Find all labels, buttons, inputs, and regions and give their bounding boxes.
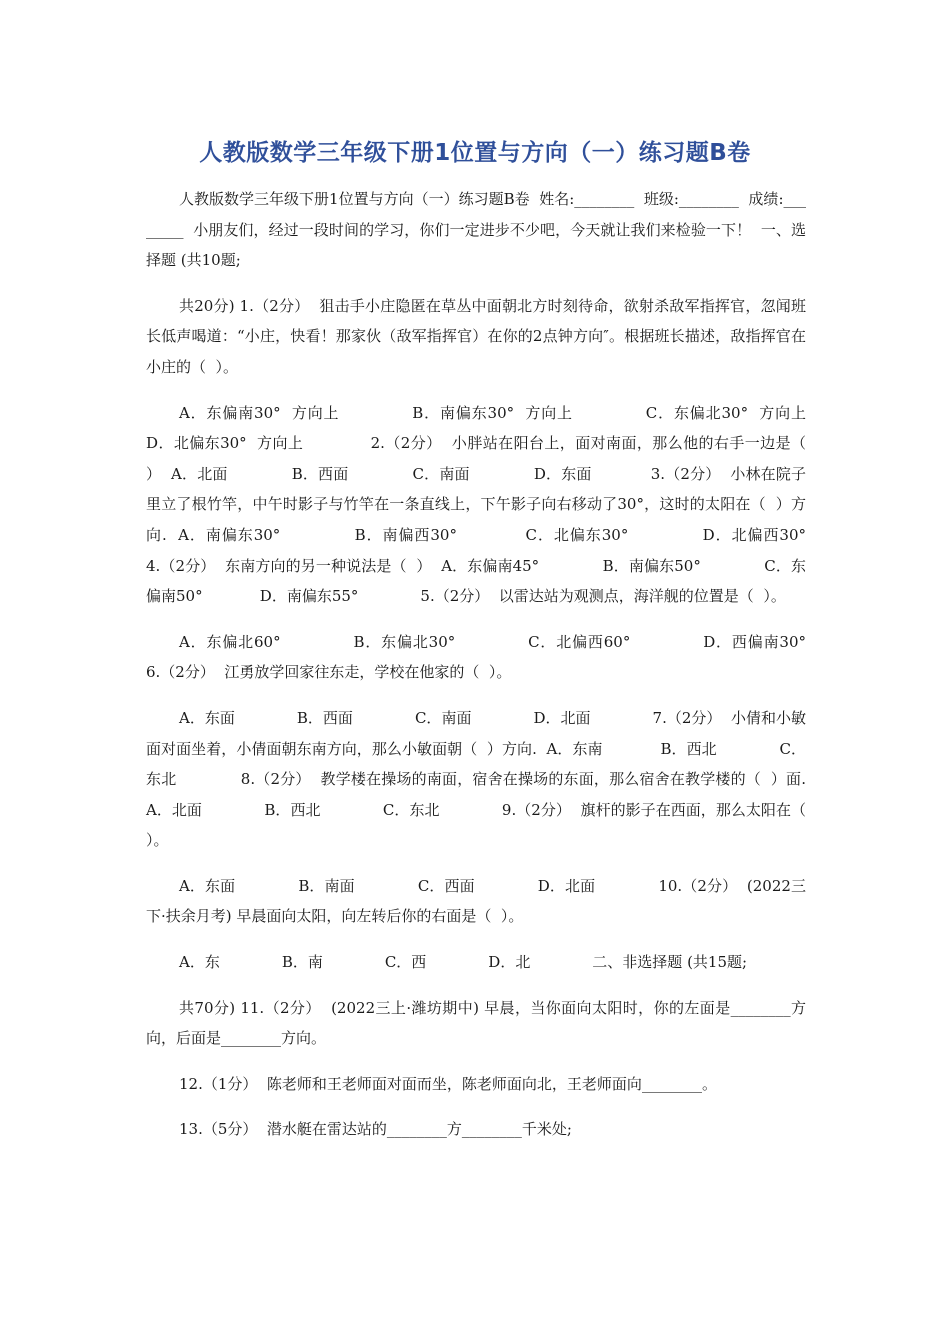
questions-1-5-options-paragraph: A．东偏南30° 方向上 B．南偏东30° 方向上 C．东偏北30° 方向上 D．北偏东30° 方向上 2.（2分） 小胖站在阳台上，面对南面，那么他的右手一边是（ ） A．北面 B．西面 C．南面 D．东面 3.（2分） 小林在院子里立了根竹竿，中午时影子与竹竿在一条直线上，下午影子向右移动了30°，这时的太阳在（ ）方向. A．南偏东30° B．南偏西30° C．北偏东30° D．北偏西30° 4.（2分） 东南方向的另一种说法是（ ） A．东偏南45° B．南偏东50° C．东偏南50° D．南偏东55° 5.（2分） 以雷达站为观测点，海洋舰的位置是（ ）。 — [146, 403, 868, 606]
document-body — [146, 184, 868, 1160]
questions-9-10-paragraph: A．东面 B．南面 C．西面 D．北面 10.（2分） (2022三下·扶余月考) 早晨面向太阳，向左转后你的右面是（ ）。 — [146, 876, 806, 926]
intro-paragraph: 人教版数学三年级下册1位置与方向（一）练习题B卷 姓名:________ 班级:________ 成绩:________ 小朋友们，经过一段时间的学习，你们一定进步不少吧，今天就让我们来检验一下！ 一、选择题 (共10题; — [146, 190, 806, 270]
question-11-paragraph: 共70分) 11.（2分） (2022三上·潍坊期中) 早晨，当你面向太阳时，你的左面是________方向，后面是________方向。 — [146, 998, 806, 1048]
question-10-options-paragraph: A．东 B．南 C．西 D．北 二、非选择题 (共15题; — [179, 953, 748, 972]
question-12-paragraph: 12.（1分） 陈老师和王老师面对面而坐，陈老师面向北，王老师面向________。 — [179, 1074, 717, 1093]
questions-6-9-paragraph: A．东面 B．西面 C．南面 D．北面 7.（2分） 小倩和小敏面对面坐着，小倩面朝东南方向，那么小敏面朝（ ）方向. A．东南 B．西北 C．东北 8.（2分） 教学楼在操场的南面，宿舍在操场的东面，那么宿舍在教学楼的（ ）面. A．北面 B．西北 C．东北 9.（2分） 旗杆的影子在西面，那么太阳在（ ）。 — [146, 708, 816, 850]
question-13-paragraph: 13.（5分） 潜水艇在雷达站的________方________千米处; — [179, 1120, 572, 1139]
questions-5-6-paragraph: A．东偏北60° B．东偏北30° C．北偏西60° D．西偏南30° 6.（2分） 江勇放学回家往东走，学校在他家的（ ）。 — [146, 632, 868, 682]
question-1-paragraph: 共20分) 1.（2分） 狙击手小庄隐匿在草丛中面朝北方时刻待命，欲射杀敌军指挥官，忽闻班长低声喝道：“小庄，快看！那家伙（敌军指挥官）在你的2点钟方向″。根据班长描述，敌指挥官在小庄的（ ）。 — [146, 296, 806, 376]
document-title: 人教版数学三年级下册1位置与方向（一）练习题B卷 — [199, 140, 751, 166]
